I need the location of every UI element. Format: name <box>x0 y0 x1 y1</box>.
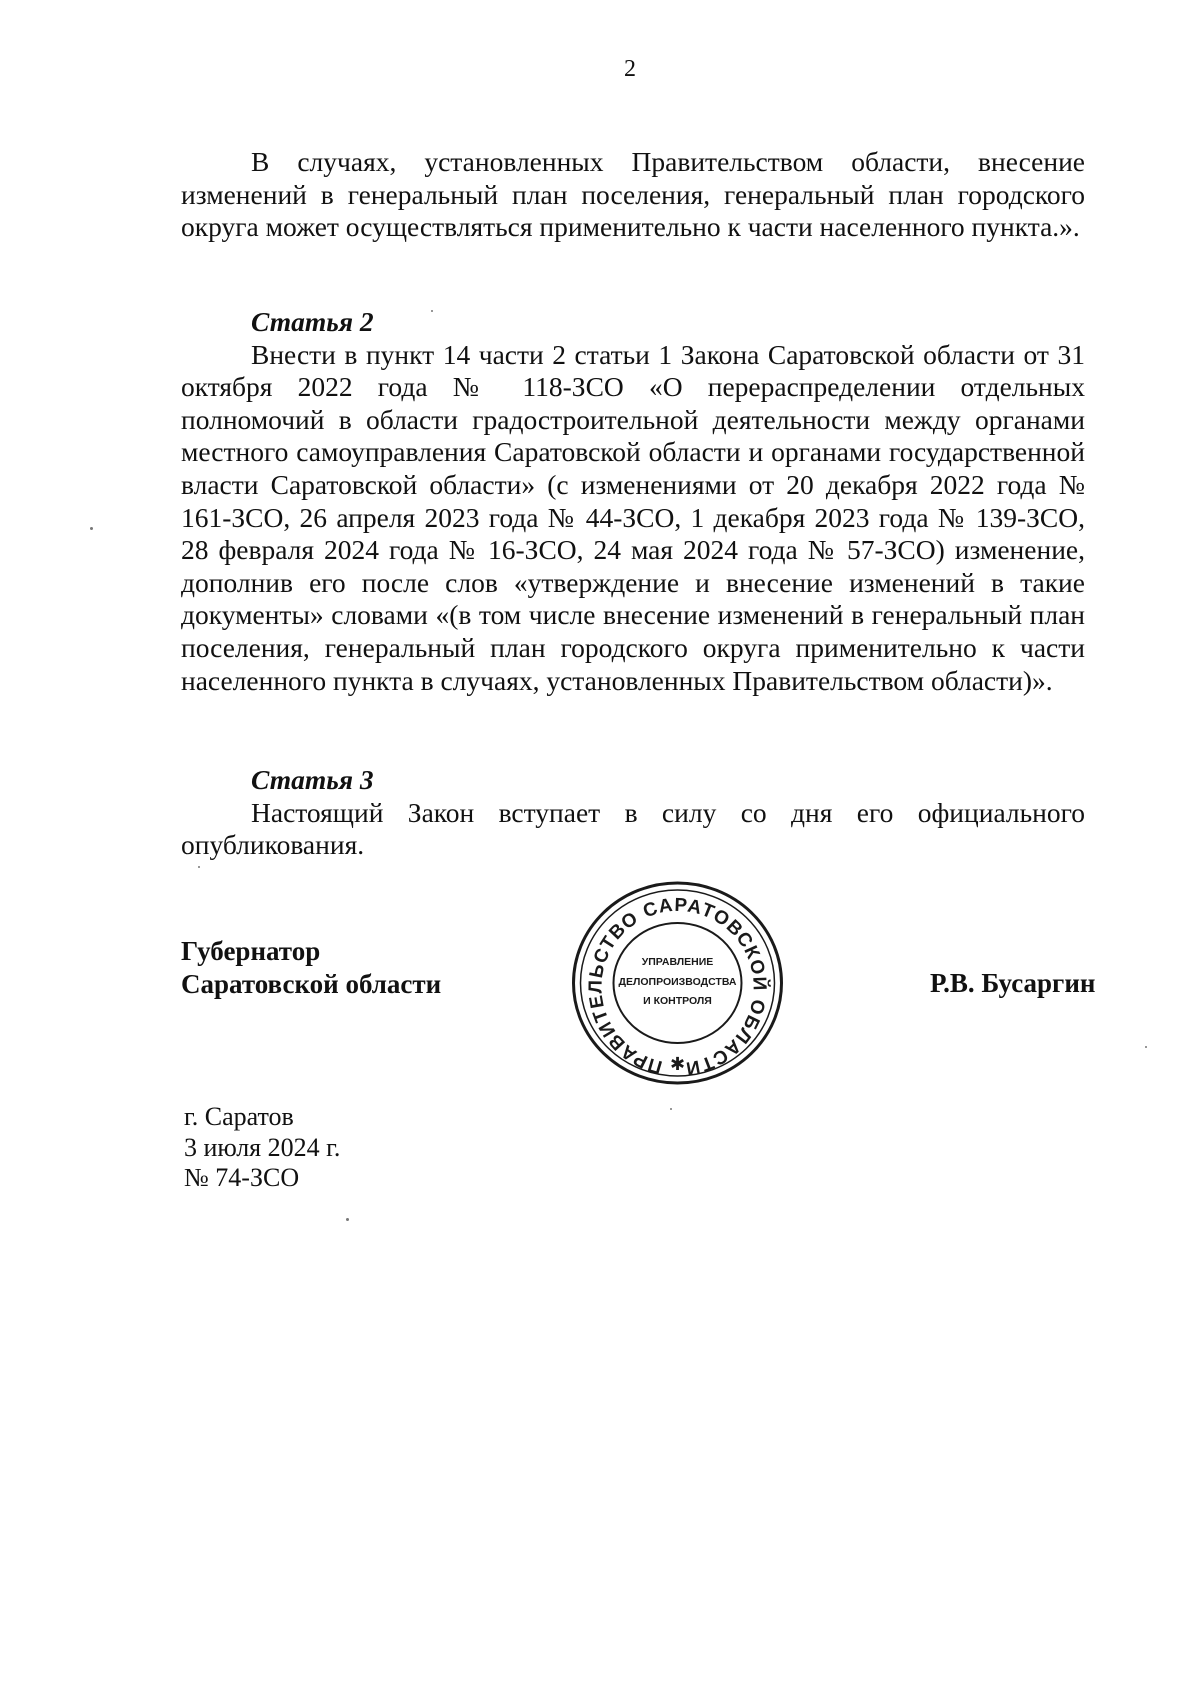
scan-speck <box>1145 1046 1147 1048</box>
article-3-heading: Статья 3 <box>251 764 374 795</box>
issuance-date: 3 июля 2024 г. <box>184 1132 341 1162</box>
stamp-outer-textpath: ПРАВИТЕЛЬСТВО САРАТОВСКОЙ ОБЛАСТИ <box>585 894 770 1079</box>
scan-speck <box>431 310 433 312</box>
signatory-title-line2: Саратовской области <box>181 969 442 999</box>
official-stamp <box>570 880 785 1086</box>
scan-speck <box>670 1108 672 1110</box>
issuance-number: № 74-ЗСО <box>184 1163 300 1192</box>
page-number: 2 <box>624 56 636 82</box>
intro-paragraph <box>181 146 1085 244</box>
issuance-block <box>184 1102 340 1194</box>
article-3 <box>181 764 1085 862</box>
intro-text: В случаях, установленных Правительством области, внесение изменений в генеральный план поселения, генеральный план городского округа может осуществляться применительно к части населенного пункта.». <box>181 146 1085 243</box>
stamp-inner-line1: УПРАВЛЕНИЕ <box>641 956 714 968</box>
scan-speck <box>346 1218 349 1221</box>
article-3-text: Настоящий Закон вступает в силу со дня его официального опубликования. <box>181 796 1085 861</box>
signatory-title-line1: Губернатор <box>181 936 321 966</box>
signatory-name: Р.В. Бусаргин <box>930 968 1096 998</box>
article-2 <box>181 306 1085 697</box>
stamp-star-icon: ✱ <box>669 1054 686 1074</box>
scan-speck <box>90 527 93 530</box>
signatory-title <box>181 935 441 1001</box>
stamp-inner-line3: И КОНТРОЛЯ <box>643 995 712 1007</box>
stamp-inner-line2: ДЕЛОПРОИЗВОДСТВА <box>618 976 737 988</box>
scan-speck <box>198 866 200 868</box>
article-2-text: Внести в пункт 14 части 2 статьи 1 Закона Саратовской области от 31 октября 2022 года № 118-ЗСО «О перераспределении отдельных полномочий в области градостроительной деятельности между органами местного самоуправления Саратовской области и органами государственной власти Саратовской области» (с изменениями от 20 декабря 2022 года № 161-ЗСО, 26 апреля 2023 года № 44-ЗСО, 1 декабря 2023 года № 139-ЗСО, 28 февраля 2024 года № 16-ЗСО, 24 мая 2024 года № 57-ЗСО) изменение, дополнив его после слов «утверждение и внесение изменений в такие документы» словами «(в том числе внесение изменений в генеральный план поселения, генеральный план городского округа применительно к части населенного пункта в случаях, установленных Правительством области)». <box>181 338 1085 696</box>
article-2-heading: Статья 2 <box>251 306 374 337</box>
issuance-city: г. Саратов <box>184 1102 294 1131</box>
